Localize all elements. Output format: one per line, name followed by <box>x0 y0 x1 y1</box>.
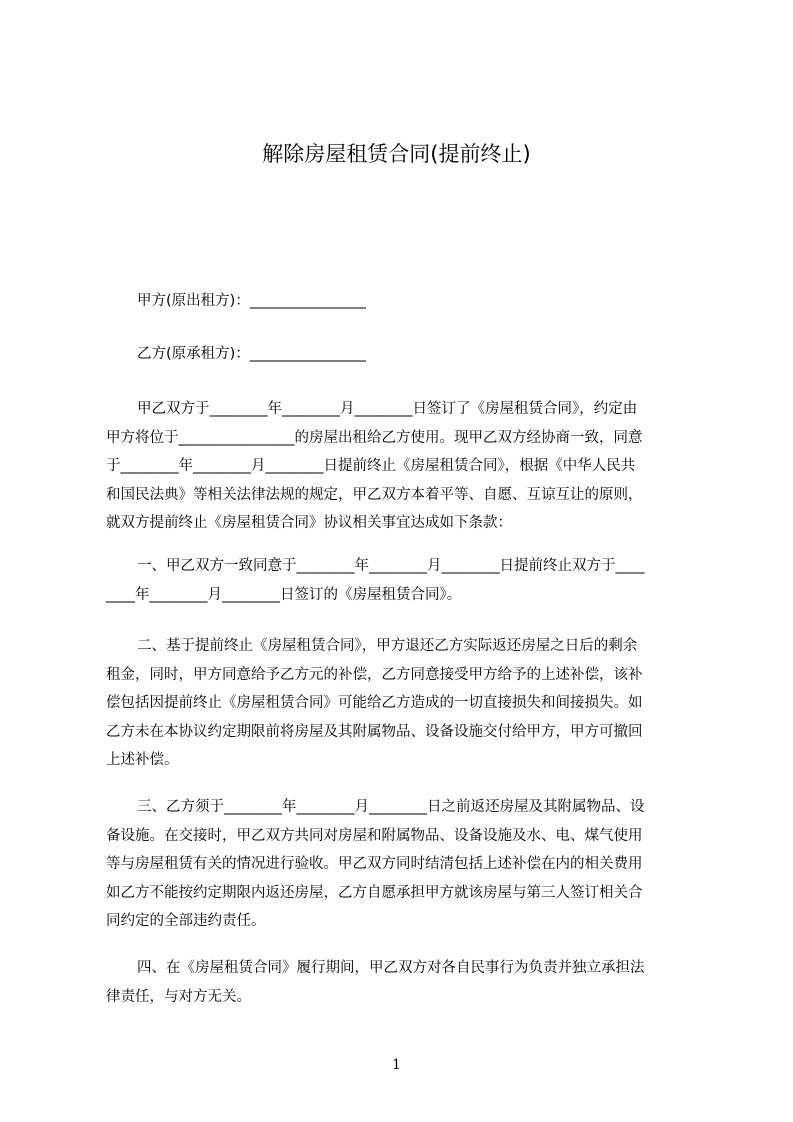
paragraph-line: 就双方提前终止《房屋租赁合同》协议相关事宜达成如下条款： <box>106 515 512 531</box>
paragraph-line: 乙方未在本协议约定期限前将房屋及其附属物品、设备设施交付给甲方，甲方可撤回 <box>106 723 643 740</box>
clause-3 <box>106 793 702 936</box>
paragraph-line: 租金，同时，甲方同意给予乙方元的补偿，乙方同意接受甲方给予的上述补偿，该补 <box>106 666 643 683</box>
party-b-field: 乙方(原承租方)：________________ <box>137 346 366 362</box>
preamble-paragraph <box>106 395 702 538</box>
paragraph-line: 上述补偿。 <box>106 752 179 768</box>
clause-2 <box>106 632 702 775</box>
paragraph-line: 偿包括因提前终止《房屋租赁合同》可能给乙方造成的一切直接损失和间接损失。如 <box>106 695 643 711</box>
clause-1 <box>106 552 702 609</box>
paragraph-line: 甲方将位于________________的房屋出租给乙方使用。现甲乙双方经协商一致，同意 <box>106 429 643 446</box>
paragraph-line: 律责任，与对方无关。 <box>106 988 251 1005</box>
paragraph-line: 一、甲乙双方一致同意于________年________月________日提前终止双方于____ <box>137 558 645 574</box>
paragraph-line: 四、在《房屋租赁合同》履行期间，甲乙双方对各自民事行为负责并独立承担法 <box>137 960 645 976</box>
paragraph-line: 等与房屋租赁有关的情况进行验收。甲乙双方同时结清包括上述补偿在内的相关费用 <box>106 856 643 872</box>
paragraph-line: 备设施。在交接时，甲乙双方共同对房屋和附属物品、设备设施及水、电、煤气使用 <box>106 827 643 844</box>
page-number: 1 <box>392 1057 401 1073</box>
paragraph-line: ____年________月________日签订的《房屋租赁合同》。 <box>106 586 462 603</box>
paragraph-line: 和国民法典》等相关法律法规的规定，甲乙双方本着平等、自愿、互谅互让的原则， <box>106 486 643 503</box>
paragraph-line: 二、基于提前终止《房屋租赁合同》，甲方退还乙方实际返还房屋之日后的剩余 <box>137 638 638 654</box>
paragraph-line: 三、乙方须于________年________月________日之前返还房屋及其附属物品、设 <box>137 799 645 815</box>
paragraph-line: 同约定的全部违约责任。 <box>106 913 266 929</box>
clause-4 <box>106 954 702 1011</box>
party-a-field: 甲方(原出租方)：________________ <box>137 293 366 309</box>
paragraph-line: 甲乙双方于________年________月________日签订了《房屋租赁合同》，约定由 <box>137 401 638 417</box>
paragraph-line: 于________年________月________日提前终止《房屋租赁合同》，根据《中华人民共 <box>106 458 636 474</box>
document-title: 解除房屋租赁合同(提前终止) <box>262 142 531 166</box>
paragraph-line: 如乙方不能按约定期限内返还房屋，乙方自愿承担甲方就该房屋与第三人签订相关合 <box>106 884 643 901</box>
